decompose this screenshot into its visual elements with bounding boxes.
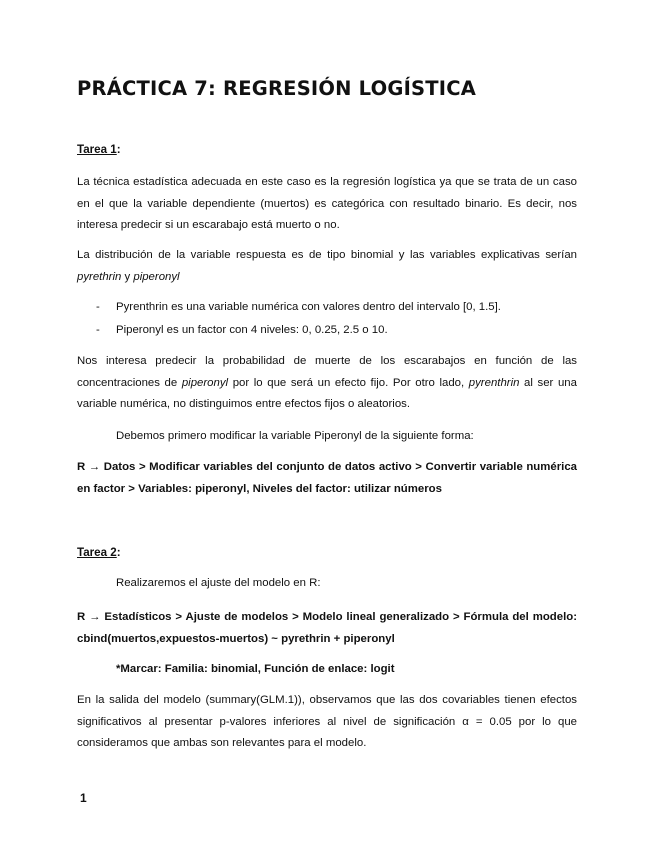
tarea1-paragraph-4: Debemos primero modificar la variable Piperonyl de la siguiente forma: (116, 430, 474, 442)
tarea1-heading (77, 143, 121, 156)
tarea2-heading (77, 546, 121, 559)
variable-piperonyl: piperonyl (133, 270, 180, 283)
tarea2-menu-path: R → Estadísticos > Ajuste de modelos > Modelo lineal generalizado > Fórmula del modelo: cbind(muertos,expuestos-muertos) ~ pyrethrin + piperonyl (77, 611, 577, 645)
tarea1-paragraph-3 (77, 351, 577, 416)
variable-pyrethrin: pyrethrin (77, 270, 122, 283)
tarea1-menu-path: R → Datos > Modificar variables del conjunto de datos activo > Convertir variable numérica en factor > Variables: piperonyl, Niveles del factor: utilizar números (77, 461, 577, 495)
list-item-text: Piperonyl es un factor con 4 niveles: 0, 0.25, 2.5 o 10. (116, 324, 388, 336)
tarea1-heading-colon: : (116, 143, 121, 156)
list-item-text: Pyrenthrin es una variable numérica con valores dentro del intervalo [0, 1.5]. (116, 301, 501, 313)
tarea1-p3-a: Nos interesa predecir la probabilidad de muerte de los escarabajos en función de las concentraciones de (77, 355, 577, 389)
list-marker: - (96, 324, 100, 336)
variable-piperonyl: piperonyl (181, 376, 229, 389)
tarea2-note: *Marcar: Familia: binomial, Función de enlace: logit (116, 663, 395, 675)
tarea2-heading-colon: : (116, 546, 121, 559)
tarea1-heading-text: Tarea 1 (77, 143, 117, 156)
list-marker: - (96, 301, 100, 313)
tarea2-heading-text: Tarea 2 (77, 546, 117, 559)
tarea2-paragraph-2: En la salida del modelo (summary(GLM.1)), observamos que las dos covariables tienen efectos significativos al presentar p-valores inferiores al nivel de significación α = 0.05 por lo que consideramos que ambas son relevantes para el modelo. (77, 694, 577, 749)
document-title: PRÁCTICA 7: REGRESIÓN LOGÍSTICA (77, 77, 477, 100)
list-item (96, 324, 388, 336)
tarea1-paragraph-1: La técnica estadística adecuada en este caso es la regresión logística ya que se trata de un caso en el que la variable dependiente (muertos) es categórica con resultado binario. Es decir, nos interesa predecir si un escarabajo está muerto o no. (77, 176, 577, 231)
page-number: 1 (80, 791, 87, 805)
tarea2-paragraph-1: Realizaremos el ajuste del modelo en R: (116, 577, 321, 589)
tarea1-p2-y: y (121, 270, 134, 283)
tarea1-paragraph-2 (77, 245, 577, 288)
list-item (96, 301, 501, 313)
tarea1-p3-b: por lo que será un efecto fijo. Por otro lado, (228, 376, 469, 389)
variable-pyrenthrin: pyrenthrin (468, 376, 520, 389)
tarea1-p2-text: La distribución de la variable respuesta es de tipo binomial y las variables explicativas serían (77, 249, 577, 261)
tarea1-p3-c: al ser una variable numérica, no distinguimos entre efectos fijos o aleatorios. (77, 376, 577, 410)
